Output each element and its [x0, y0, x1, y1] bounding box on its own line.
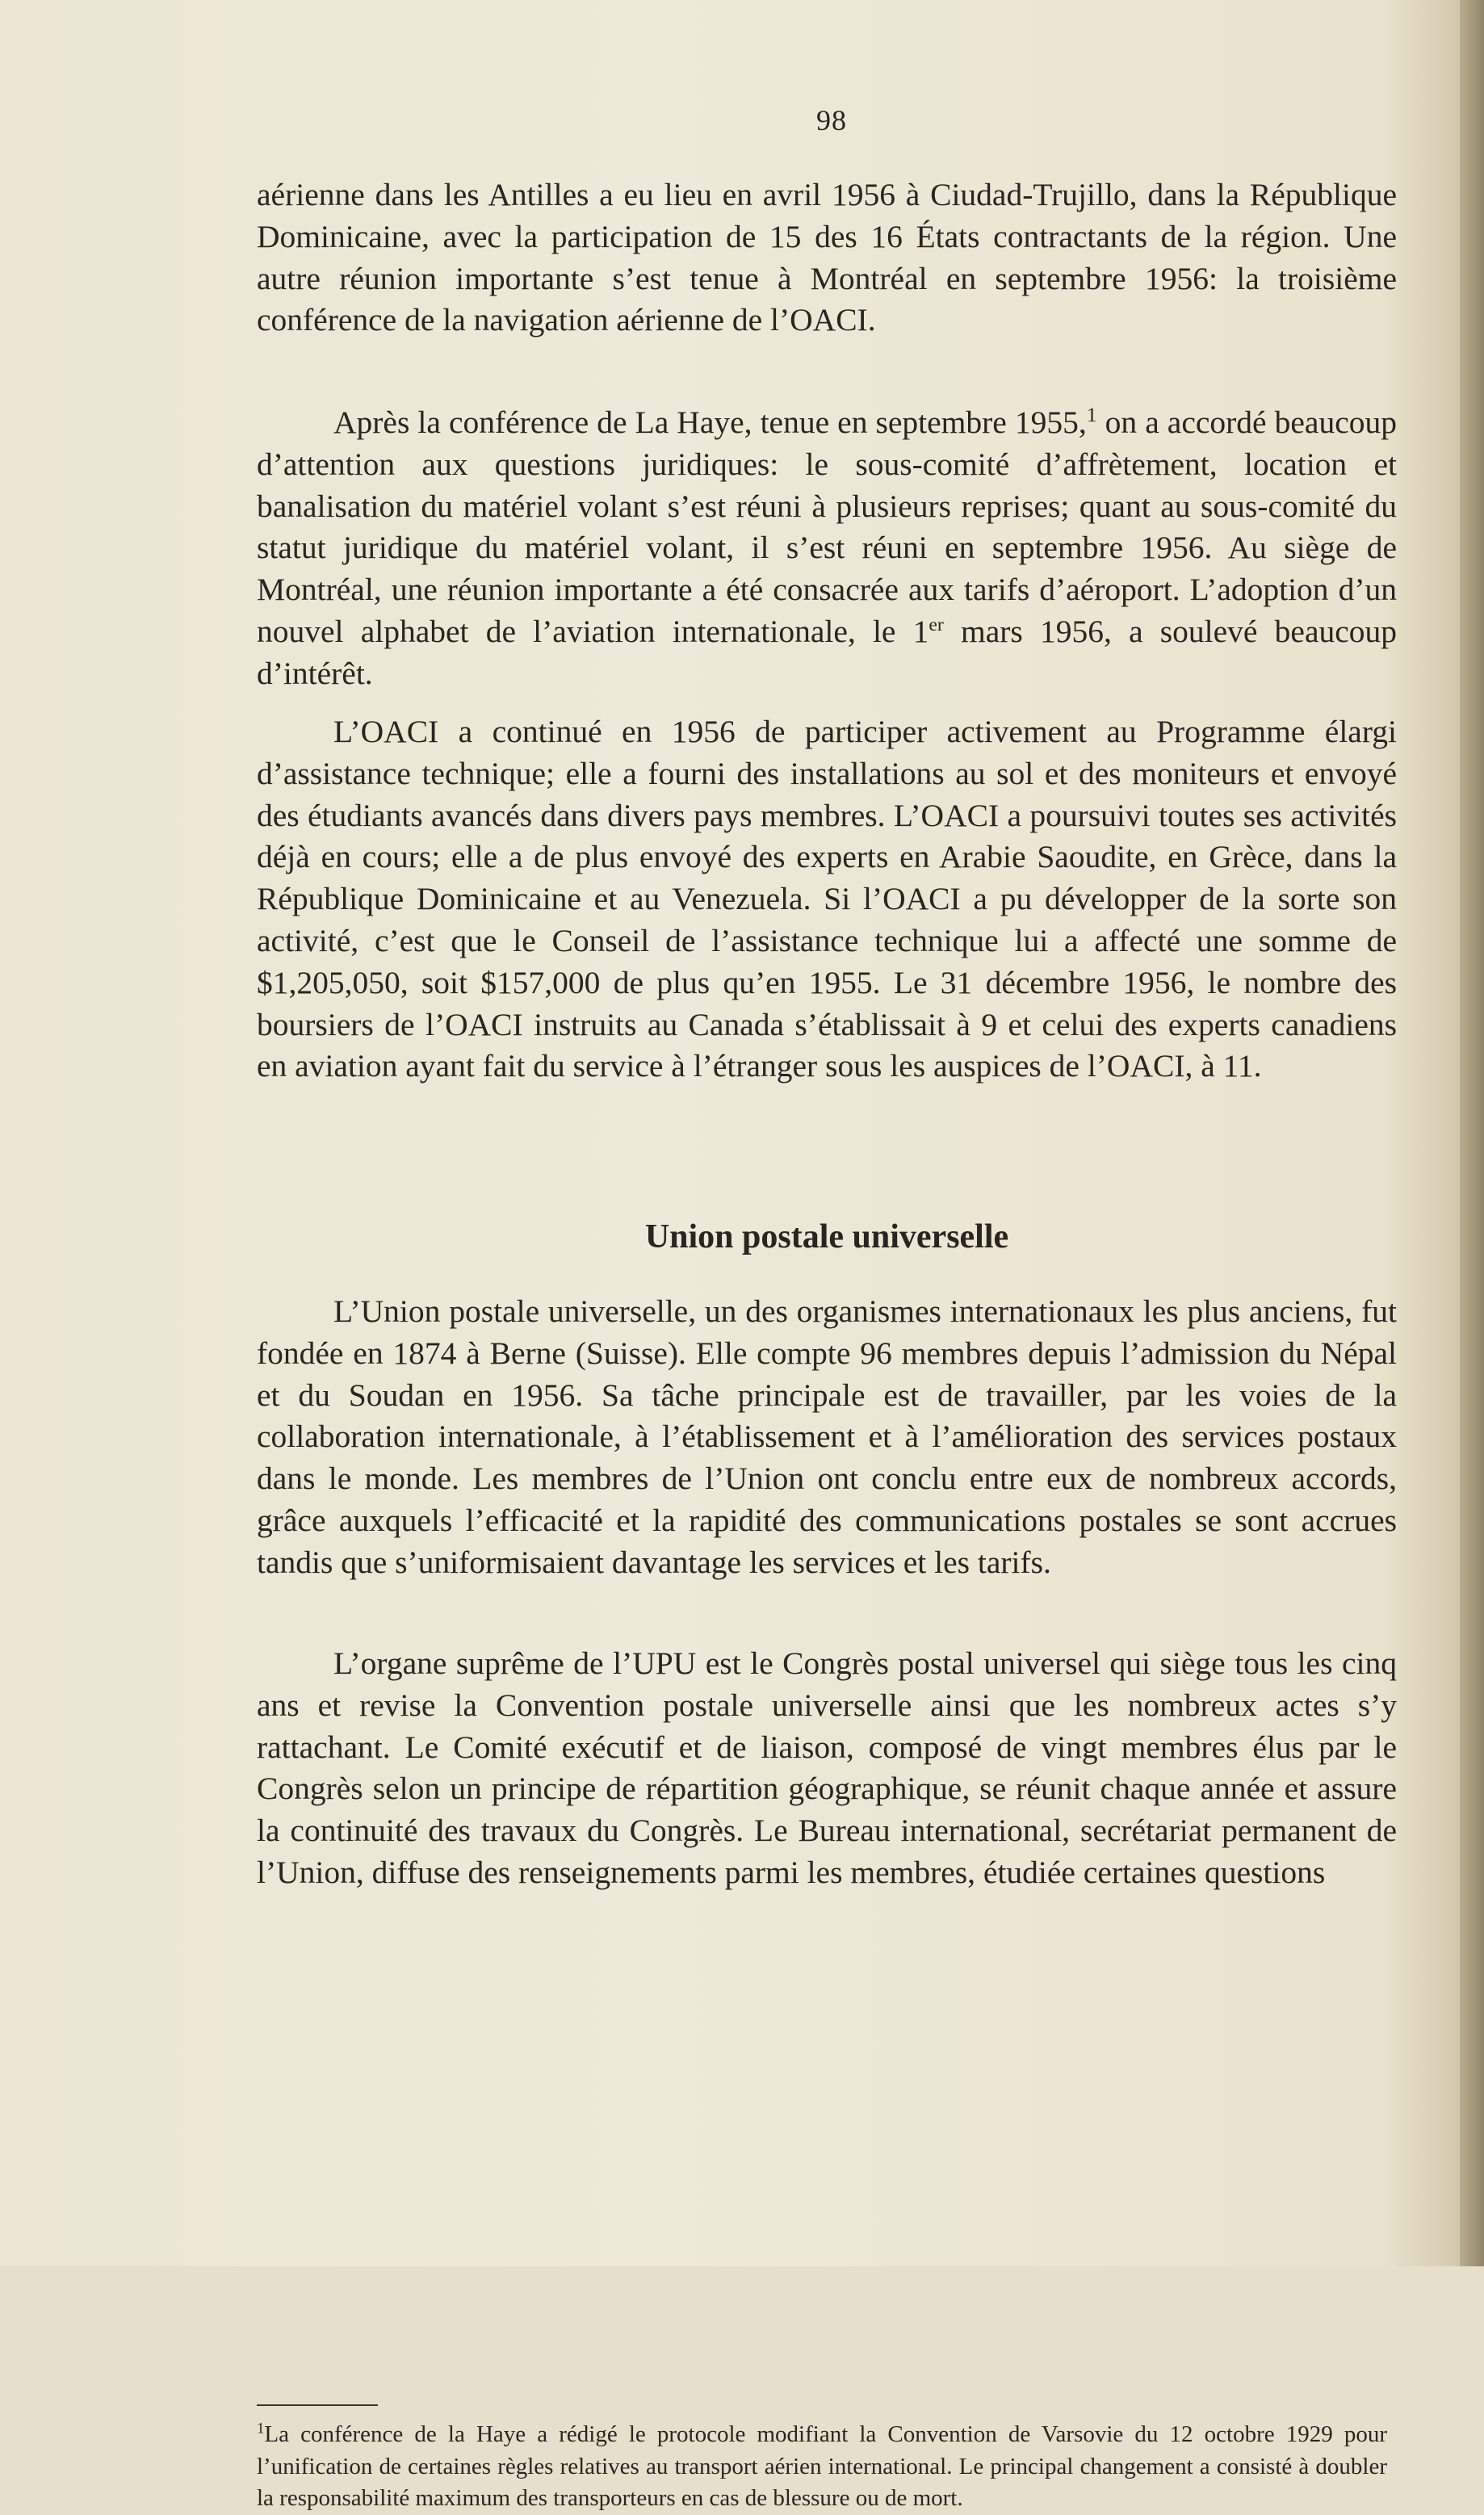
paragraph-text-middle: on a accordé beaucoup d’attention aux questions juridiques: le sous-comité d’affrètement, location et banalisation du matériel volant s’est réuni à plusieurs reprises; quant au sous-comité du statut juridique du matériel volant, il s’est réuni en septembre 1956. Au siège de Montréal, une réunion importante a été consacrée aux tarifs d’aéroport. L’adoption d’un nouvel alphabet de l’aviation internationale, le 1 — [257, 404, 1397, 649]
footnote-divider — [257, 2404, 378, 2406]
paragraph-icao-meetings: aérienne dans les Antilles a eu lieu en avril 1956 à Ciudad-Trujillo, dans la République Dominicaine, avec la participation de 15 des 16 États contractants de la région. Une autre réunion importante s’est tenue à Montréal en septembre 1956: la troisième conférence de la navigation aérienne de l’OACI. — [257, 177, 1397, 338]
section-heading: Union postale universelle — [644, 1218, 1009, 1255]
page-edge-shadow — [1460, 0, 1484, 2266]
footnote — [257, 2419, 1387, 2515]
paragraph-text-end: mars 1956, a soulevé beaucoup d’intérêt. — [257, 613, 1398, 691]
paragraph-upu-organs: L’organe suprême de l’UPU est le Congrès postal universel qui siège tous les cinq ans et revise la Convention postale universelle ainsi que les nombreux actes s’y rattachant. Le Comité exécutif et de liaison, composé de vingt membres élus par le Congrès selon un principe de répartition géographique, se réunit chaque année et assure la continuité des travaux du Congrès. Le Bureau international, secrétariat permanent de l’Union, diffuse des renseignements parmi les membres, étudiée certaines questions — [257, 1645, 1397, 1890]
paragraph-technical-assistance: L’OACI a continué en 1956 de participer activement au Programme élargi d’assistance technique; elle a fourni des installations au sol et des moniteurs et envoyé des étudiants avancés dans divers pays membres. L’OACI a poursuivi toutes ses activités déjà en cours; elle a de plus envoyé des experts en Arabie Saoudite, en Grèce, dans la République Dominicaine et au Venezuela. Si l’OACI a pu développer de la sorte son activité, c’est que le Conseil de l’assistance technique lui a affecté une somme de $1,205,050, soit $157,000 de plus qu’en 1955. Le 31 décembre 1956, le nombre des boursiers de l’OACI instruits au Canada s’établissait à 9 et celui des experts canadiens en aviation ayant fait du service à l’étranger sous les auspices de l’OACI, à 11. — [257, 714, 1397, 1084]
page-number: 98 — [816, 104, 847, 136]
footnote-text: La conférence de la Haye a rédigé le protocole modifiant la Convention de Varsovie du 12 octobre 1929 pour l’unification de certaines règles relatives au transport aérien international. Le principal changement a consisté à doubler la responsabilité maximum des transporteurs en cas de blessure ou de mort. — [257, 2421, 1387, 2511]
footnote-reference: 1 — [1086, 402, 1097, 426]
footnote-mark: 1 — [257, 2420, 265, 2437]
paragraph-legal-questions — [257, 402, 1397, 695]
paragraph-text-start: Après la conférence de La Haye, tenue en septembre 1955, — [333, 404, 1087, 440]
paragraph-upu-founding: L’Union postale universelle, un des organismes internationaux les plus anciens, fut fondée en 1874 à Berne (Suisse). Elle compte 96 membres depuis l’admission du Népal et du Soudan en 1956. Sa tâche principale est de travailler, par les voies de la collaboration internationale, à l’établissement et à l’amélioration des services postaux dans le monde. Les membres de l’Union ont conclu entre eux de nombreux accords, grâce auxquels l’efficacité et la rapidité des communications postales se sont accrues tandis que s’uniformisaient davantage les services et les tarifs. — [257, 1293, 1397, 1580]
ordinal-superscript: er — [929, 614, 944, 635]
